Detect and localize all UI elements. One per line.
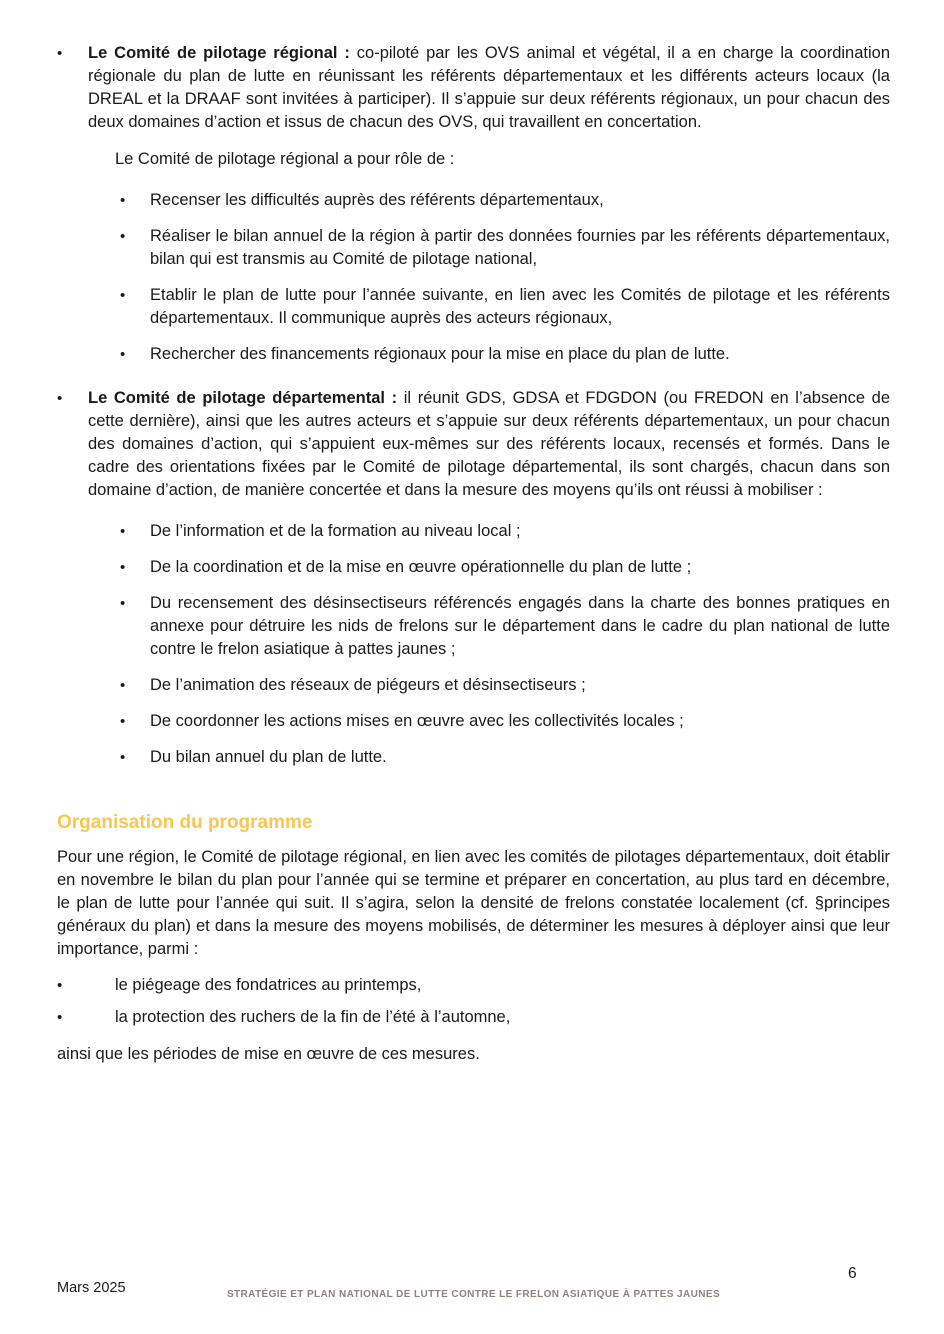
list-item (120, 284, 890, 330)
list-item-text: la protection des ruchers de la fin de l’été à l’automne, (115, 1008, 511, 1026)
bullet-marker (120, 556, 150, 579)
list-item (57, 974, 890, 997)
departmental-duties-list (120, 520, 890, 769)
regional-committee-paragraph (88, 42, 890, 134)
regional-role-list (120, 189, 890, 366)
list-item (120, 556, 890, 579)
list-item (120, 674, 890, 697)
bullet-marker (57, 42, 88, 134)
departmental-committee-title: Le Comité de pilotage départemental : (88, 389, 398, 407)
bullet-marker (57, 974, 115, 997)
list-item-text: De la coordination et de la mise en œuvre opérationnelle du plan de lutte ; (150, 558, 692, 576)
bullet-marker (120, 284, 150, 330)
footer-date: Mars 2025 (57, 1280, 126, 1296)
departmental-committee-bullet (57, 387, 890, 502)
section-heading-organisation: Organisation du programme (57, 812, 313, 833)
list-item (120, 746, 890, 769)
list-item-text: Etablir le plan de lutte pour l’année suivante, en lien avec les Comités de pilotage et les référents départementaux. Il communique auprès des acteurs régionaux, (150, 286, 890, 327)
list-item-text: De coordonner les actions mises en œuvre avec les collectivités locales ; (150, 712, 684, 730)
bullet-marker (120, 674, 150, 697)
list-item-text: Rechercher des financements régionaux pour la mise en place du plan de lutte. (150, 345, 730, 363)
list-item-text: Recenser les difficultés auprès des référents départementaux, (150, 191, 604, 209)
list-item (120, 592, 890, 661)
regional-committee-bullet (57, 42, 890, 134)
organisation-paragraph: Pour une région, le Comité de pilotage régional, en lien avec les comités de pilotages départementaux, doit établir en novembre le bilan du plan pour l’année qui se termine et préparer en concertation, au plus tard en décembre, le plan de lutte pour l’année qui suit. Il s’agira, selon la densité de frelons constatée localement (cf. §principes généraux du plan) et dans la mesure des moyens mobilisés, de déterminer les mesures à déployer ainsi que leur importance, parmi : (57, 848, 890, 958)
bullet-marker (120, 710, 150, 733)
bullet-marker (120, 225, 150, 271)
departmental-committee-paragraph (88, 387, 890, 502)
list-item (120, 520, 890, 543)
regional-committee-text: co-piloté par les OVS animal et végétal, il a en charge la coordination régionale du plan de lutte en réunissant les référents départementaux et les différents acteurs locaux (la DREAL et la DRAAF sont invitées à participer). Il s’appuie sur deux référents régionaux, un pour chacun des deux domaines d’action et issus de chacun des OVS, qui travaillent en concertation. (88, 44, 891, 131)
list-item (120, 225, 890, 271)
list-item-text: De l’information et de la formation au niveau local ; (150, 522, 521, 540)
list-item (120, 189, 890, 212)
list-item-text: Du bilan annuel du plan de lutte. (150, 748, 387, 766)
bullet-marker (120, 189, 150, 212)
list-item (120, 343, 890, 366)
measures-list (57, 974, 890, 1029)
list-item-text: De l’animation des réseaux de piégeurs et désinsectiseurs ; (150, 676, 586, 694)
list-item-text: Du recensement des désinsectiseurs référencés engagés dans la charte des bonnes pratiques en annexe pour détruire les nids de frelons sur le département dans le cadre du plan national de lutte contre le frelon asiatique à pattes jaunes ; (150, 594, 890, 658)
bullet-marker (120, 343, 150, 366)
bullet-marker (120, 592, 150, 661)
regional-role-intro: Le Comité de pilotage régional a pour rôle de : (115, 150, 455, 168)
departmental-committee-text: il réunit GDS, GDSA et FDGDON (ou FREDON en l’absence de cette dernière), ainsi que les autres acteurs et s’appuie sur deux référents départementaux, un pour chacun des domaines d’action, qui s’appuient eux-mêmes sur des référents locaux, recensés et formés. Dans le cadre des orientations fixées par le Comité de pilotage départemental, ils sont chargés, chacun dans son domaine d’action, de manière concertée et dans la mesure des moyens qu’ils ont réussi à mobiliser : (88, 389, 890, 499)
regional-committee-title: Le Comité de pilotage régional : (88, 44, 350, 62)
list-item (57, 1006, 890, 1029)
closing-sentence: ainsi que les périodes de mise en œuvre de ces mesures. (57, 1045, 480, 1063)
page-number: 6 (848, 1265, 857, 1282)
bullet-marker (57, 1006, 115, 1029)
bullet-marker (57, 387, 88, 502)
footer-document-title: STRATÉGIE ET PLAN NATIONAL DE LUTTE CONTRE LE FRELON ASIATIQUE À PATTES JAUNES (226, 1289, 721, 1300)
list-item-text: le piégeage des fondatrices au printemps, (115, 976, 422, 994)
bullet-marker (120, 746, 150, 769)
list-item (120, 710, 890, 733)
bullet-marker (120, 520, 150, 543)
page-content (57, 42, 890, 1066)
list-item-text: Réaliser le bilan annuel de la région à partir des données fournies par les référents départementaux, bilan qui est transmis au Comité de pilotage national, (150, 227, 890, 268)
